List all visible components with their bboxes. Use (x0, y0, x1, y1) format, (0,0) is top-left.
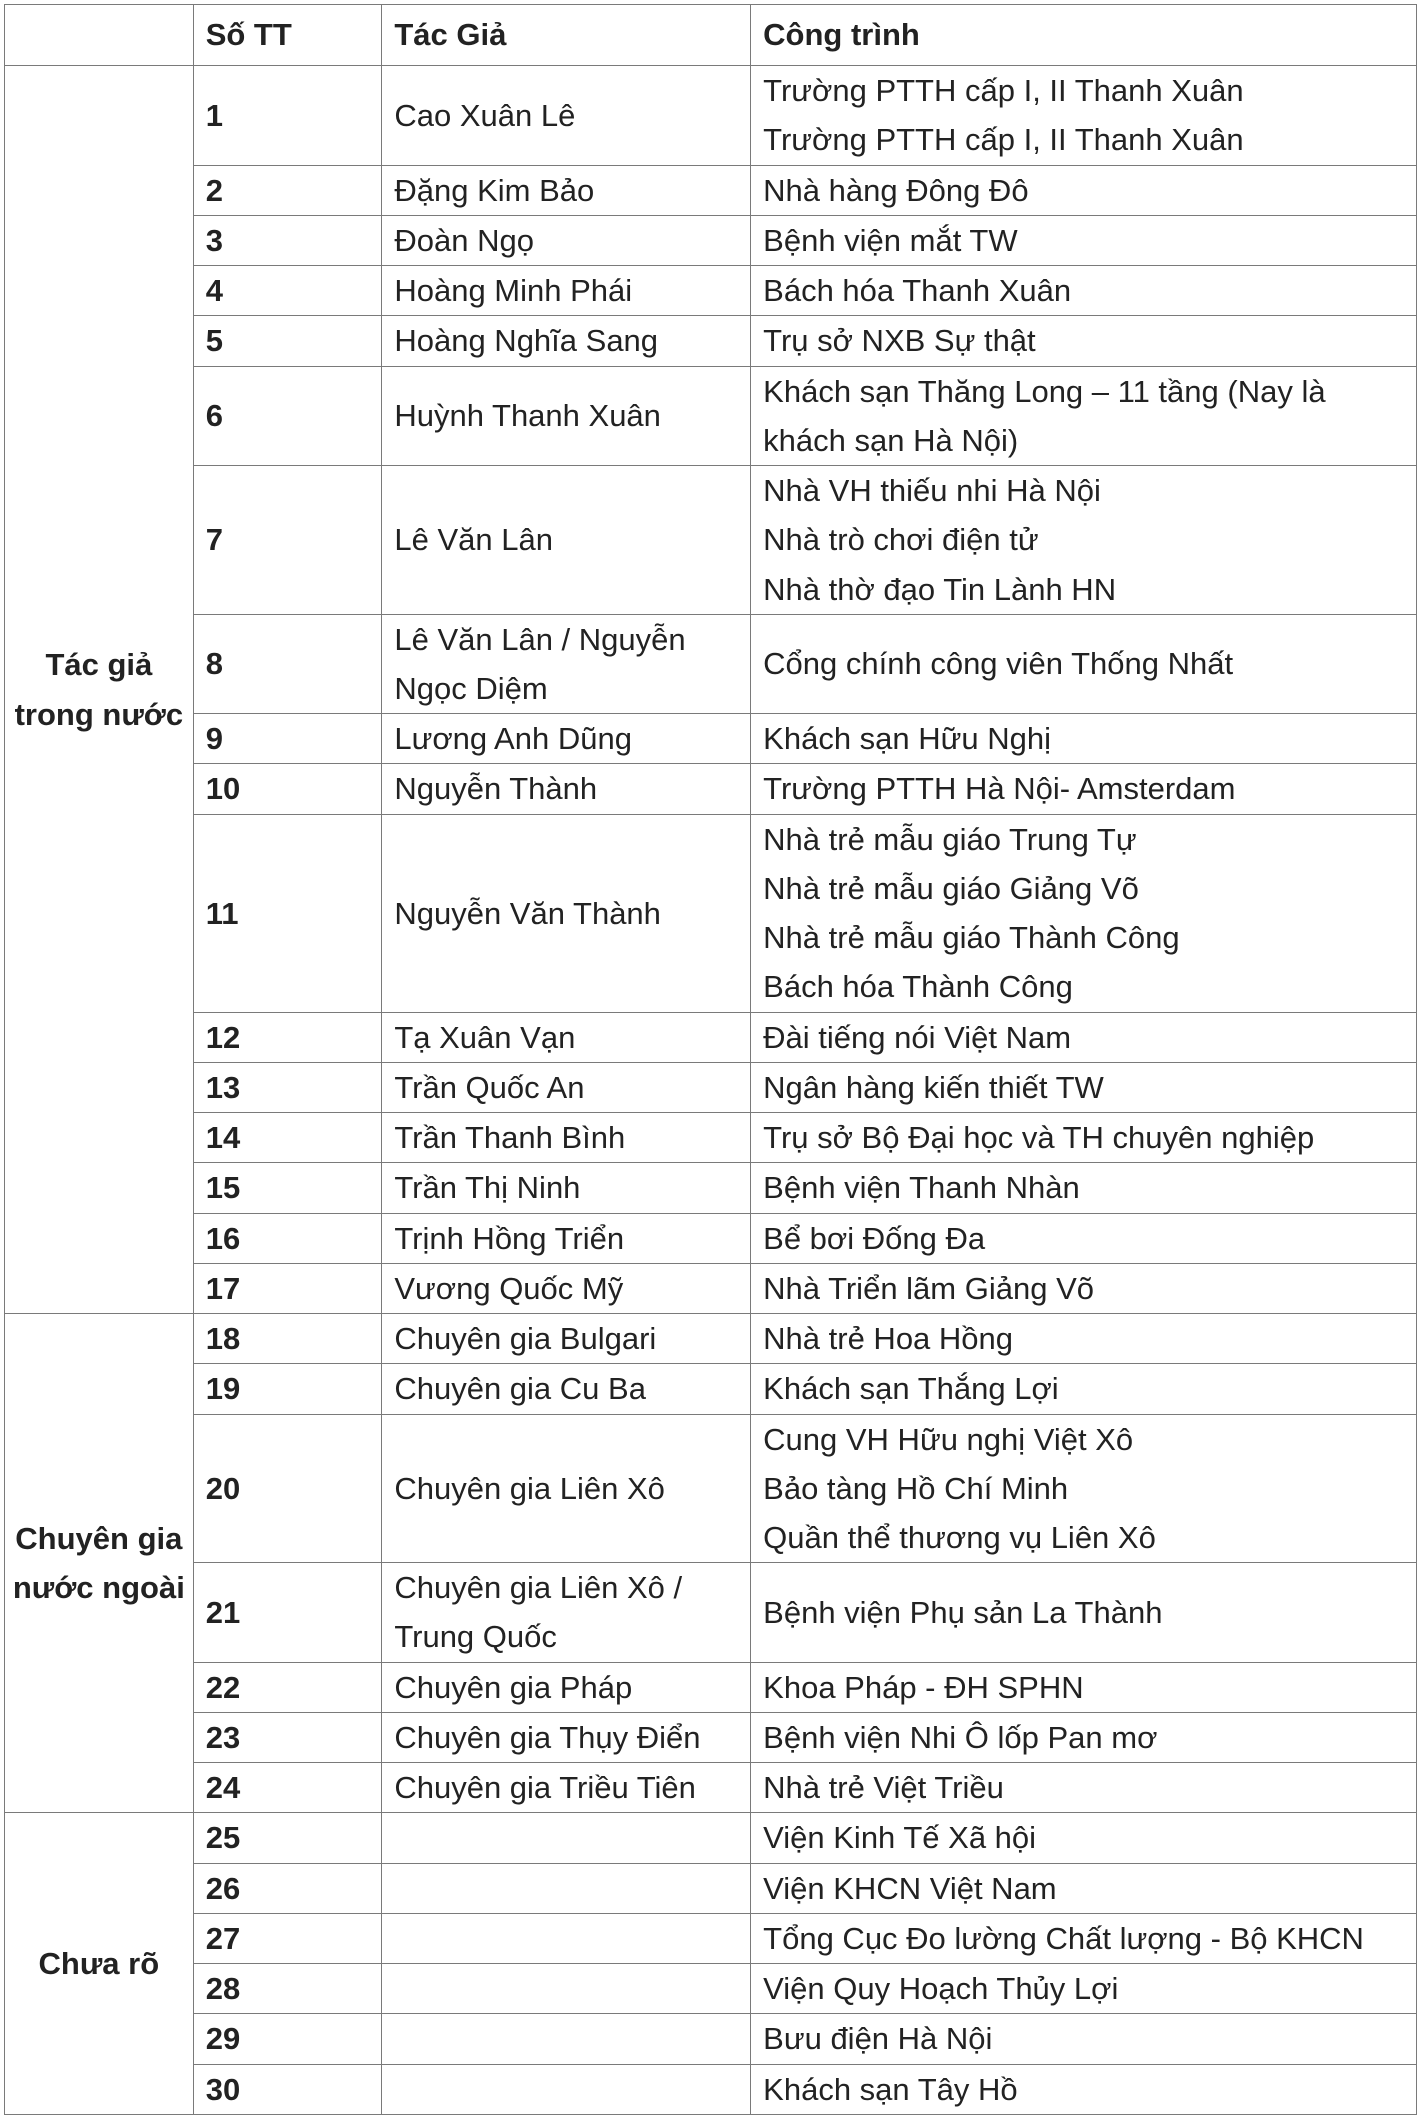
work-cell (751, 1364, 1417, 1414)
author-line: Nguyễn Văn Thành (394, 895, 661, 931)
work-cell (751, 614, 1417, 713)
table-row (5, 1964, 1417, 2014)
author-line: Chuyên gia Triều Tiên (394, 1770, 696, 1806)
author-cell (382, 1364, 751, 1414)
work-cell (751, 714, 1417, 764)
table-row (5, 1314, 1417, 1364)
table-row (5, 1813, 1417, 1863)
author-line: Lê Văn Lân / Nguyễn (394, 621, 686, 657)
work-line: Bệnh viện Thanh Nhàn (763, 1170, 1080, 1206)
author-cell (382, 1813, 751, 1863)
table-row (5, 1263, 1417, 1313)
row-number: 21 (193, 1563, 382, 1662)
work-cell (751, 1263, 1417, 1313)
row-number: 16 (193, 1213, 382, 1263)
work-cell (751, 1213, 1417, 1263)
row-number: 10 (193, 764, 382, 814)
row-number: 17 (193, 1263, 382, 1313)
work-line: Bảo tàng Hồ Chí Minh (763, 1470, 1069, 1506)
work-cell (751, 165, 1417, 215)
author-line: Chuyên gia Liên Xô / (394, 1570, 683, 1606)
work-cell (751, 1863, 1417, 1913)
author-line: Chuyên gia Cu Ba (394, 1371, 646, 1407)
author-cell (382, 1012, 751, 1062)
work-cell (751, 2014, 1417, 2064)
work-line: Nhà trẻ mẫu giáo Thành Công (763, 920, 1180, 956)
header-group-blank (5, 5, 194, 66)
table-row (5, 66, 1417, 165)
author-cell (382, 1314, 751, 1364)
header-work: Công trình (751, 5, 1417, 66)
table-row (5, 366, 1417, 465)
work-line: Đài tiếng nói Việt Nam (763, 1019, 1072, 1055)
row-number: 13 (193, 1062, 382, 1112)
author-cell (382, 1964, 751, 2014)
row-number: 28 (193, 1964, 382, 2014)
author-cell (382, 1062, 751, 1112)
author-line: Trung Quốc (394, 1619, 557, 1655)
author-line: Tạ Xuân Vạn (394, 1019, 576, 1055)
author-line: Đoàn Ngọ (394, 222, 534, 258)
row-number: 5 (193, 316, 382, 366)
table-row (5, 1863, 1417, 1913)
author-cell (382, 215, 751, 265)
author-line: Cao Xuân Lê (394, 97, 576, 133)
author-cell (382, 1213, 751, 1263)
work-cell (751, 266, 1417, 316)
work-line: Nhà trẻ Việt Triều (763, 1770, 1004, 1806)
author-line: Trần Thị Ninh (394, 1170, 581, 1206)
work-line: Nhà Triển lãm Giảng Võ (763, 1270, 1094, 1306)
work-cell (751, 366, 1417, 465)
row-number: 2 (193, 165, 382, 215)
row-number: 26 (193, 1863, 382, 1913)
work-line: Viện Kinh Tế Xã hội (763, 1820, 1037, 1856)
work-cell (751, 764, 1417, 814)
group-label: Chuyên gia nước ngoài (5, 1314, 194, 1813)
author-cell (382, 614, 751, 713)
row-number: 9 (193, 714, 382, 764)
author-cell (382, 1763, 751, 1813)
work-cell (751, 1712, 1417, 1762)
work-line: Viện KHCN Việt Nam (763, 1870, 1057, 1906)
row-number: 30 (193, 2064, 382, 2114)
work-line: Cung VH Hữu nghị Việt Xô (763, 1421, 1134, 1457)
author-cell (382, 1563, 751, 1662)
row-number: 6 (193, 366, 382, 465)
author-line: Nguyễn Thành (394, 771, 598, 807)
work-line: Bệnh viện Phụ sản La Thành (763, 1594, 1163, 1630)
work-line: Bệnh viện mắt TW (763, 222, 1018, 258)
table-row (5, 266, 1417, 316)
header-author: Tác Giả (382, 5, 751, 66)
row-number: 22 (193, 1662, 382, 1712)
work-cell (751, 1964, 1417, 2014)
author-cell (382, 165, 751, 215)
table-row (5, 215, 1417, 265)
work-line: Quần thể thương vụ Liên Xô (763, 1519, 1156, 1555)
author-cell (382, 366, 751, 465)
work-cell (751, 2064, 1417, 2114)
author-cell (382, 316, 751, 366)
author-cell (382, 764, 751, 814)
author-line: Chuyên gia Thụy Điển (394, 1719, 701, 1755)
table-row (5, 714, 1417, 764)
work-cell (751, 215, 1417, 265)
header-number: Số TT (193, 5, 382, 66)
table-row (5, 1364, 1417, 1414)
author-line: Hoàng Minh Phái (394, 273, 633, 309)
work-line: Nhà trẻ mẫu giáo Giảng Võ (763, 870, 1139, 906)
row-number: 7 (193, 466, 382, 615)
work-line: Bưu điện Hà Nội (763, 2021, 993, 2057)
work-cell (751, 1314, 1417, 1364)
table-row (5, 814, 1417, 1012)
table-row (5, 1012, 1417, 1062)
table-row (5, 1213, 1417, 1263)
author-line: Chuyên gia Pháp (394, 1669, 633, 1705)
author-line: Chuyên gia Liên Xô (394, 1470, 665, 1506)
work-line: Nhà trẻ Hoa Hồng (763, 1321, 1014, 1357)
work-cell (751, 1662, 1417, 1712)
work-line: Khoa Pháp - ĐH SPHN (763, 1669, 1084, 1705)
row-number: 12 (193, 1012, 382, 1062)
work-line: Trụ sở Bộ Đại học và TH chuyên nghiệp (763, 1120, 1315, 1156)
author-cell (382, 714, 751, 764)
work-line: Cổng chính công viên Thống Nhất (763, 646, 1234, 682)
work-line: Trường PTTH cấp I, II Thanh Xuân (763, 73, 1244, 109)
table-row (5, 1913, 1417, 1963)
table-row (5, 2064, 1417, 2114)
row-number: 20 (193, 1414, 382, 1563)
work-cell (751, 1163, 1417, 1213)
group-label: Tác giả trong nước (5, 66, 194, 1314)
work-line: Trường PTTH Hà Nội- Amsterdam (763, 771, 1236, 807)
header-row (5, 5, 1417, 66)
work-cell (751, 1113, 1417, 1163)
work-line: Bách hóa Thanh Xuân (763, 273, 1072, 309)
work-line: Khách sạn Hữu Nghị (763, 721, 1052, 757)
author-line: Trần Quốc An (394, 1069, 585, 1105)
work-line: khách sạn Hà Nội) (763, 422, 1019, 458)
work-line: Bệnh viện Nhi Ô lốp Pan mơ (763, 1719, 1158, 1755)
work-line: Nhà hàng Đông Đô (763, 172, 1029, 208)
work-line: Ngân hàng kiến thiết TW (763, 1069, 1104, 1105)
work-line: Nhà trẻ mẫu giáo Trung Tự (763, 821, 1137, 857)
work-cell (751, 1062, 1417, 1112)
work-cell (751, 814, 1417, 1012)
author-cell (382, 266, 751, 316)
row-number: 19 (193, 1364, 382, 1414)
table-row (5, 614, 1417, 713)
author-cell (382, 1913, 751, 1963)
row-number: 27 (193, 1913, 382, 1963)
work-cell (751, 1563, 1417, 1662)
work-cell (751, 1813, 1417, 1863)
table-row (5, 466, 1417, 615)
table-row (5, 165, 1417, 215)
work-line: Nhà thờ đạo Tin Lành HN (763, 571, 1117, 607)
table-row (5, 1763, 1417, 1813)
table-row (5, 1414, 1417, 1563)
author-cell (382, 1662, 751, 1712)
group-label: Chưa rõ (5, 1813, 194, 2114)
row-number: 25 (193, 1813, 382, 1863)
table-row (5, 1712, 1417, 1762)
author-cell (382, 1712, 751, 1762)
author-cell (382, 2014, 751, 2064)
author-line: Vương Quốc Mỹ (394, 1270, 624, 1306)
author-cell (382, 466, 751, 615)
table-row (5, 316, 1417, 366)
work-cell (751, 1414, 1417, 1563)
author-line: Đặng Kim Bảo (394, 172, 595, 208)
work-line: Trường PTTH cấp I, II Thanh Xuân (763, 122, 1244, 158)
table-row (5, 1662, 1417, 1712)
work-cell (751, 1012, 1417, 1062)
author-line: Lê Văn Lân (394, 522, 553, 558)
work-line: Khách sạn Thắng Lợi (763, 1371, 1059, 1407)
row-number: 11 (193, 814, 382, 1012)
work-cell (751, 1913, 1417, 1963)
work-line: Nhà trò chơi điện tử (763, 522, 1039, 558)
author-cell (382, 1113, 751, 1163)
row-number: 18 (193, 1314, 382, 1364)
author-cell (382, 1863, 751, 1913)
work-line: Tổng Cục Đo lường Chất lượng - Bộ KHCN (763, 1920, 1364, 1956)
work-cell (751, 466, 1417, 615)
author-line: Ngọc Diệm (394, 670, 548, 706)
row-number: 29 (193, 2014, 382, 2064)
table-row (5, 764, 1417, 814)
author-cell (382, 1414, 751, 1563)
work-line: Viện Quy Hoạch Thủy Lợi (763, 1971, 1119, 2007)
author-cell (382, 1263, 751, 1313)
row-number: 4 (193, 266, 382, 316)
row-number: 23 (193, 1712, 382, 1762)
work-line: Bể bơi Đống Đa (763, 1220, 986, 1256)
author-cell (382, 814, 751, 1012)
table-row (5, 1163, 1417, 1213)
row-number: 3 (193, 215, 382, 265)
author-cell (382, 2064, 751, 2114)
table-row (5, 1062, 1417, 1112)
work-line: Bách hóa Thành Công (763, 969, 1073, 1005)
work-line: Trụ sở NXB Sự thật (763, 323, 1036, 359)
table-row (5, 1563, 1417, 1662)
row-number: 15 (193, 1163, 382, 1213)
work-cell (751, 1763, 1417, 1813)
row-number: 24 (193, 1763, 382, 1813)
work-cell (751, 316, 1417, 366)
author-line: Hoàng Nghĩa Sang (394, 323, 659, 359)
author-cell (382, 1163, 751, 1213)
author-line: Huỳnh Thanh Xuân (394, 398, 661, 434)
work-line: Khách sạn Tây Hồ (763, 2071, 1018, 2107)
work-line: Khách sạn Thăng Long – 11 tầng (Nay là (763, 373, 1326, 409)
table-row (5, 2014, 1417, 2064)
row-number: 1 (193, 66, 382, 165)
work-line: Nhà VH thiếu nhi Hà Nội (763, 473, 1101, 509)
architects-table (4, 4, 1417, 2115)
work-cell (751, 66, 1417, 165)
author-line: Trịnh Hồng Triển (394, 1220, 625, 1256)
author-cell (382, 66, 751, 165)
table-row (5, 1113, 1417, 1163)
author-line: Chuyên gia Bulgari (394, 1321, 657, 1357)
author-line: Trần Thanh Bình (394, 1120, 626, 1156)
author-line: Lương Anh Dũng (394, 721, 632, 757)
row-number: 14 (193, 1113, 382, 1163)
row-number: 8 (193, 614, 382, 713)
